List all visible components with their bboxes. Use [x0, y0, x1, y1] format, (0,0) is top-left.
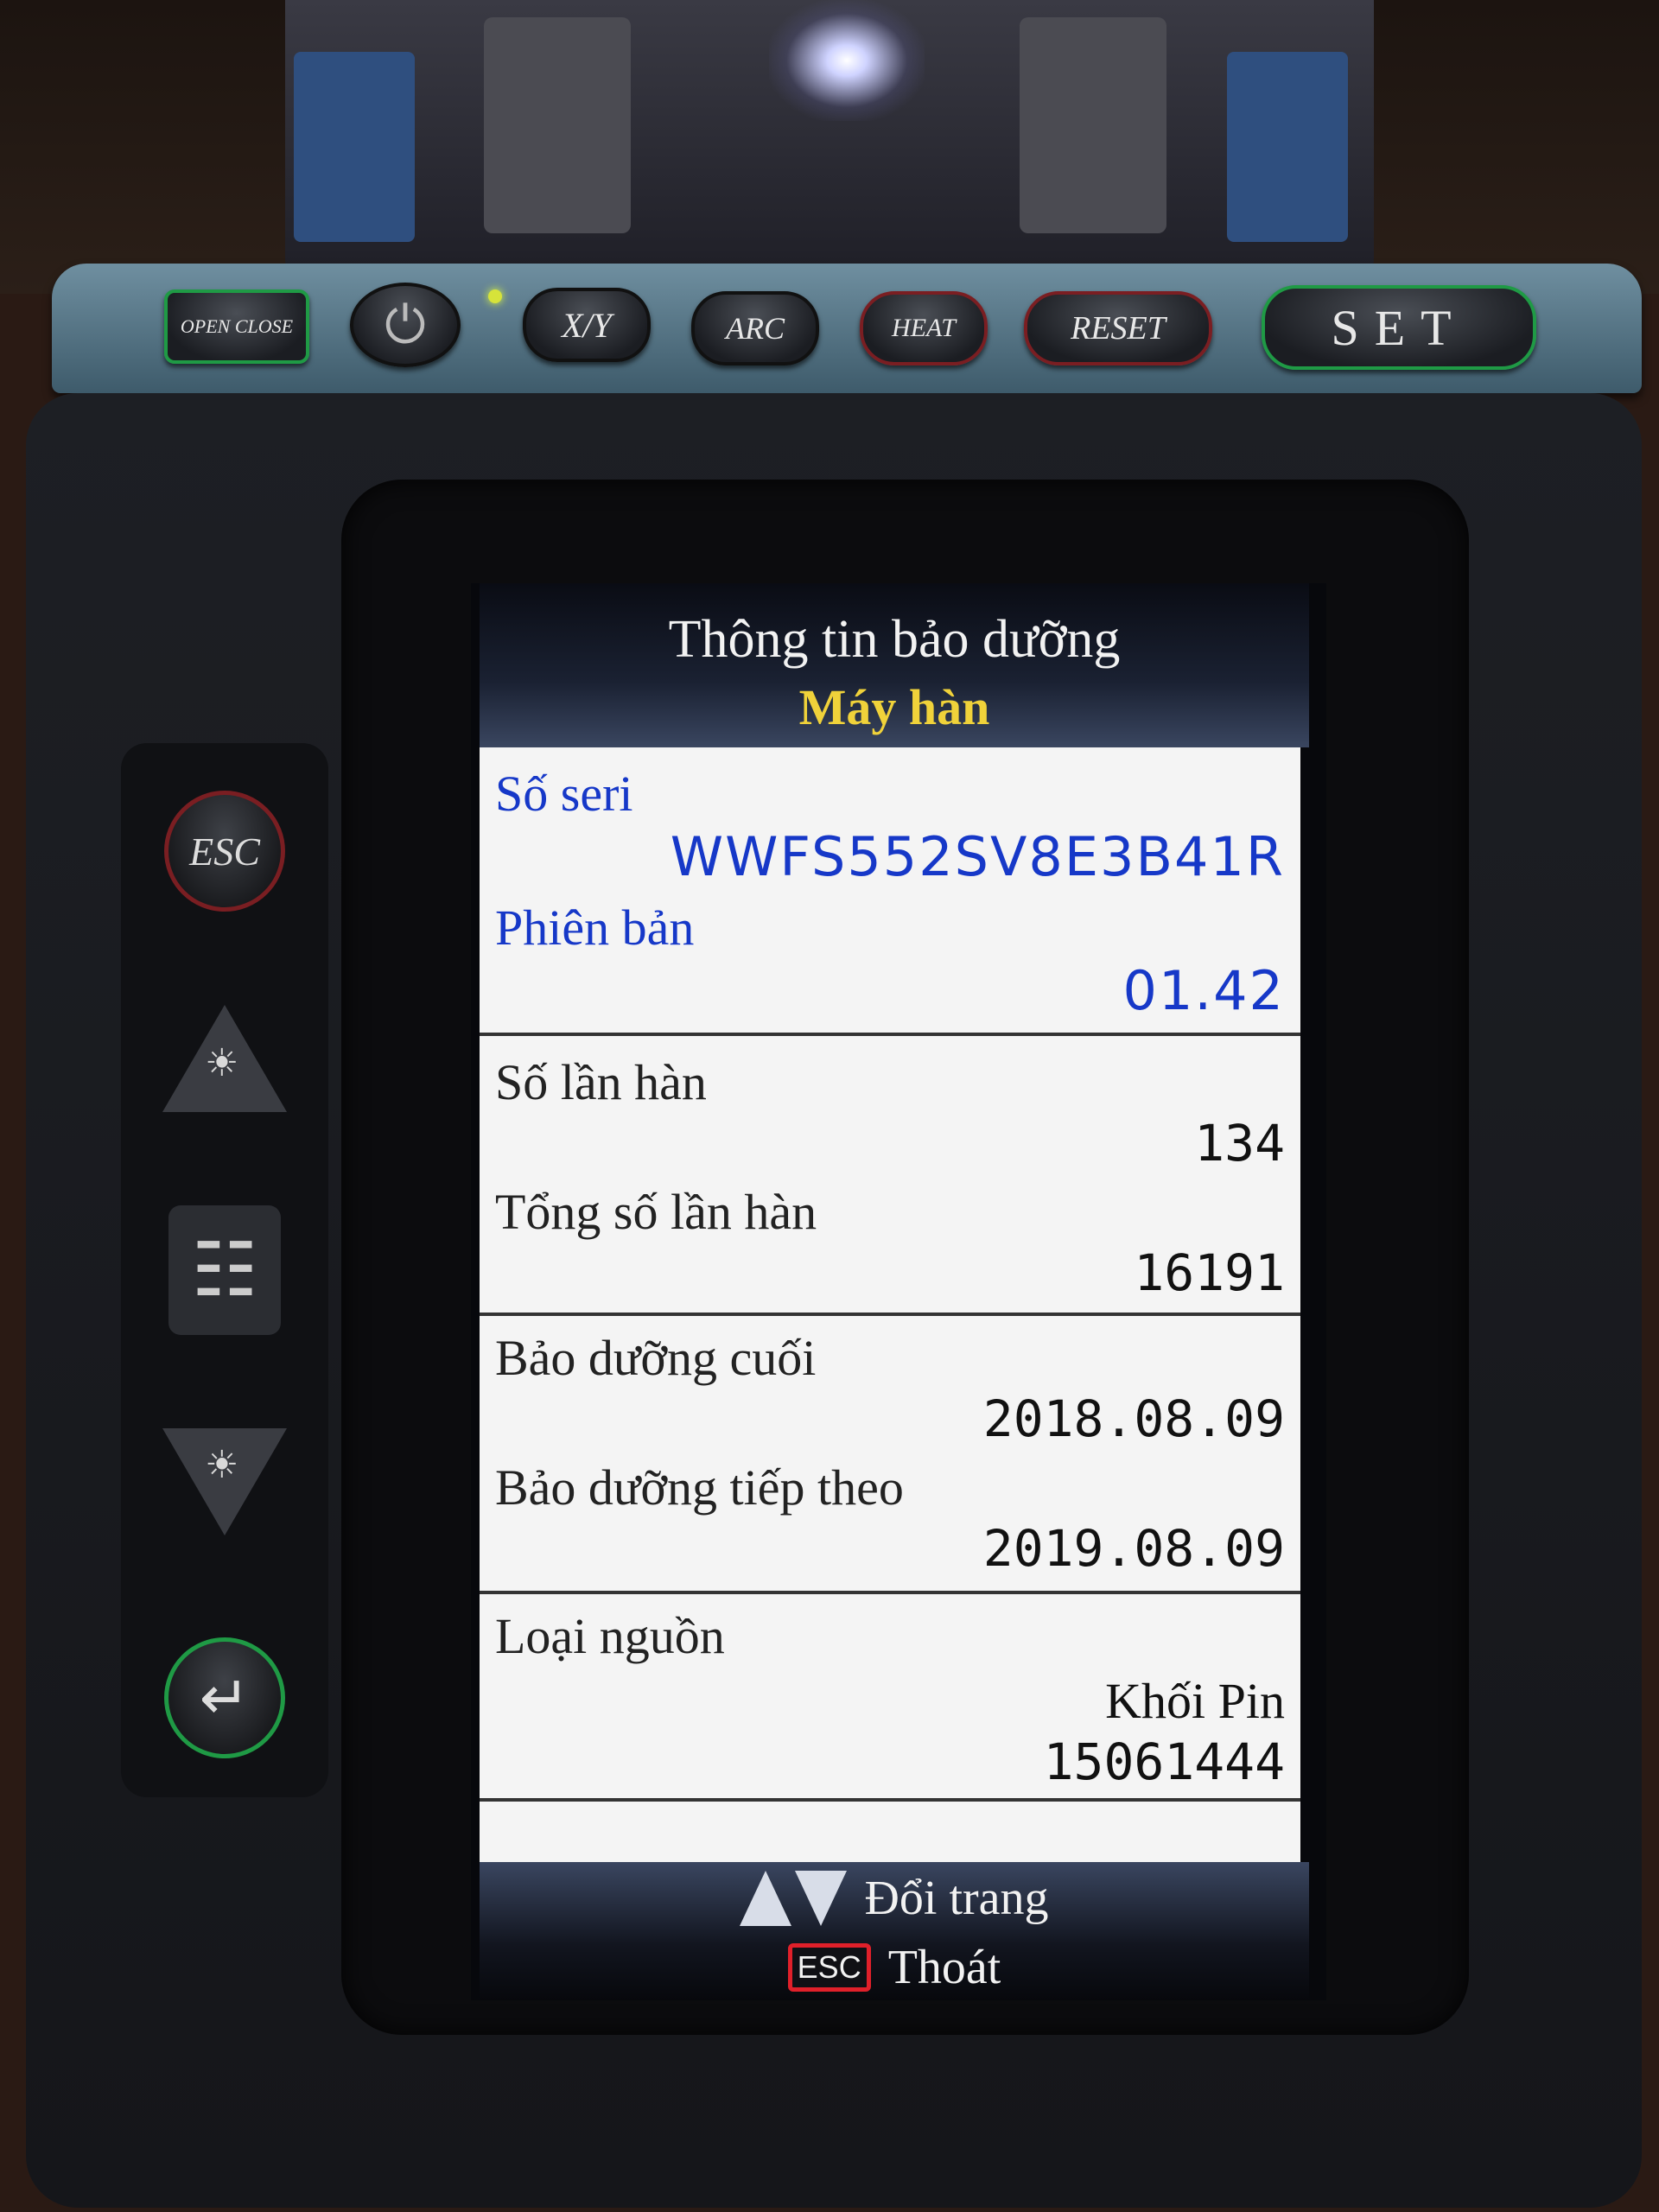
enter-icon: ↵ [199, 1665, 251, 1732]
exit-hint[interactable] [480, 1940, 1309, 1995]
arrow-up-icon [740, 1871, 791, 1926]
info-content [480, 747, 1300, 1862]
screen-footer [480, 1862, 1309, 2000]
fiber-holder-right [1227, 52, 1348, 242]
splice-count-label: Số lần hàn [495, 1054, 707, 1110]
total-splice-label: Tổng số lần hàn [495, 1184, 817, 1240]
last-maintenance-label: Bảo dưỡng cuối [495, 1330, 817, 1386]
section-power [480, 1594, 1300, 1802]
next-maintenance-value: 2019.08.09 [982, 1519, 1285, 1578]
menu-pages-icon: ☷ [191, 1229, 258, 1312]
menu-button[interactable] [160, 1205, 289, 1335]
enter-button-face [164, 1637, 285, 1758]
set-button[interactable]: SET [1262, 285, 1536, 370]
fiber-holder-left [294, 52, 415, 242]
total-splice-value: 16191 [1134, 1243, 1285, 1302]
clamp-left [484, 17, 631, 233]
open-close-button[interactable]: OPEN CLOSE [164, 289, 309, 364]
hardware-button-bar [52, 264, 1642, 393]
last-maintenance-value: 2018.08.09 [982, 1389, 1285, 1448]
lcd-screen [471, 583, 1326, 2000]
status-led [488, 289, 502, 303]
screen-header [480, 583, 1309, 747]
arc-button[interactable]: ARC [691, 291, 819, 365]
power-type-label: Loại nguồn [495, 1608, 725, 1664]
page-arrows-icon [740, 1871, 847, 1926]
heat-button[interactable]: HEAT [860, 291, 988, 365]
esc-hardware-button[interactable] [160, 786, 289, 916]
brightness-up-icon: ☀ [205, 1042, 239, 1084]
brightness-down-button[interactable] [160, 1417, 289, 1547]
power-icon: ⏻ [385, 296, 426, 353]
menu-button-face [168, 1205, 281, 1335]
enter-button[interactable] [160, 1633, 289, 1763]
splice-count-value: 134 [1194, 1114, 1285, 1173]
next-maintenance-label: Bảo dưỡng tiếp theo [495, 1459, 904, 1516]
clamp-right [1020, 17, 1166, 233]
page-change-hint[interactable] [480, 1871, 1309, 1926]
xy-button[interactable]: X/Y [523, 288, 651, 362]
power-type-value: Khối Pin [1105, 1673, 1285, 1729]
section-device-info [480, 747, 1300, 1036]
led-light-glare [769, 0, 925, 121]
section-maintenance [480, 1316, 1300, 1594]
brightness-up-button[interactable] [160, 994, 289, 1123]
page-subtitle: Máy hàn [798, 679, 990, 735]
page-title: Thông tin bảo dưỡng [668, 610, 1121, 669]
version-label: Phiên bản [495, 899, 695, 956]
arrow-down-icon [795, 1871, 847, 1926]
esc-key-icon: ESC [788, 1943, 871, 1992]
battery-id-value: 15061444 [1043, 1732, 1285, 1791]
reset-button[interactable]: RESET [1024, 291, 1212, 365]
section-splice-counts [480, 1036, 1300, 1316]
exit-label: Thoát [887, 1941, 1001, 1994]
power-button[interactable] [350, 283, 461, 367]
brightness-down-icon: ☀ [205, 1444, 239, 1486]
serial-value: WWFS552SV8E3B41R [670, 825, 1285, 888]
version-value: 01.42 [1122, 959, 1285, 1022]
serial-label: Số seri [495, 766, 633, 822]
page-change-label: Đổi trang [864, 1872, 1049, 1925]
esc-button-label: ESC [164, 791, 285, 912]
